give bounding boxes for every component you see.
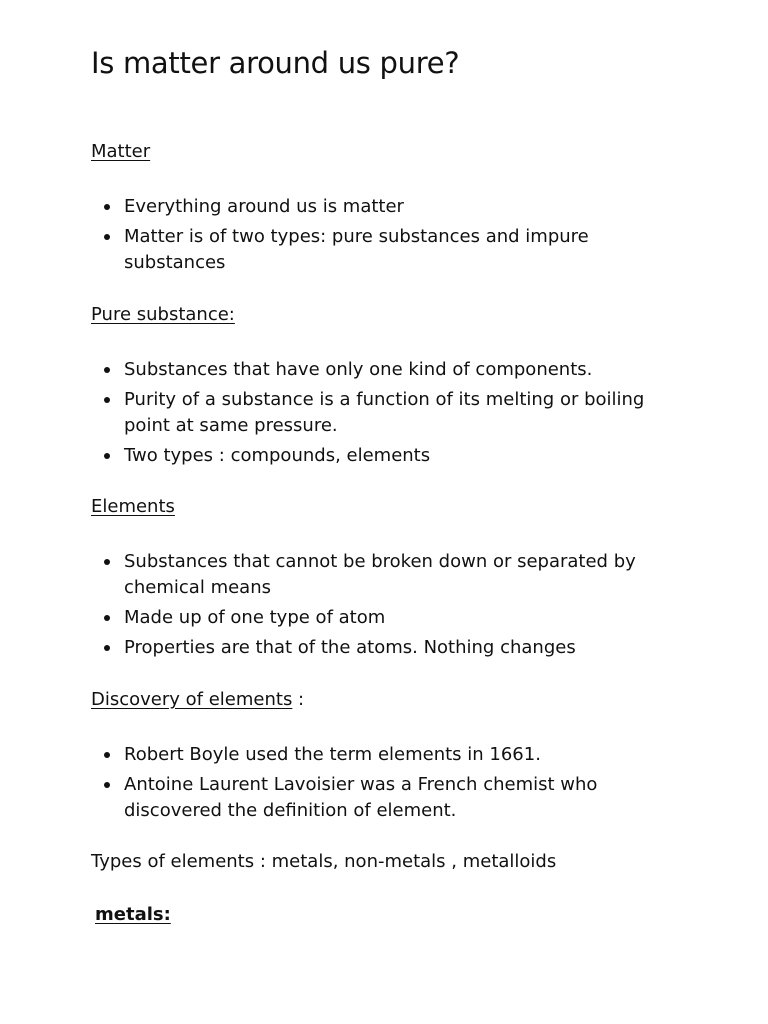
bullet-icon bbox=[104, 234, 110, 240]
list-item bbox=[91, 357, 671, 383]
pure-substance-heading-text: Pure substance: bbox=[91, 304, 235, 325]
list-item-text: Antoine Laurent Lavoisier was a French chemist who discovered the definition of element. bbox=[124, 774, 598, 821]
bullet-icon bbox=[104, 367, 110, 373]
bullet-icon bbox=[104, 645, 110, 651]
list-item bbox=[91, 742, 671, 768]
list-item bbox=[91, 224, 594, 276]
list-item-text: Made up of one type of atom bbox=[124, 607, 386, 628]
matter-list bbox=[91, 194, 671, 280]
list-item bbox=[91, 772, 671, 824]
list-item bbox=[91, 194, 671, 220]
pure-substance-heading bbox=[91, 304, 235, 325]
bullet-icon bbox=[104, 453, 110, 459]
bullet-icon bbox=[104, 752, 110, 758]
discovery-heading bbox=[91, 689, 304, 710]
list-item-text: Two types : compounds, elements bbox=[124, 445, 431, 466]
types-of-elements-line: Types of elements : metals, non-metals , metalloids bbox=[91, 851, 557, 872]
bullet-icon bbox=[104, 397, 110, 403]
list-item-text: Purity of a substance is a function of its melting or boiling point at same pressure. bbox=[124, 389, 645, 436]
list-item bbox=[91, 549, 671, 601]
bullet-icon bbox=[104, 204, 110, 210]
bullet-icon bbox=[104, 782, 110, 788]
list-item-text: Substances that cannot be broken down or separated by chemical means bbox=[124, 551, 636, 598]
list-item bbox=[91, 635, 671, 661]
list-item bbox=[91, 443, 671, 469]
bullet-icon bbox=[104, 559, 110, 565]
matter-heading-text: Matter bbox=[91, 141, 151, 162]
list-item-text: Properties are that of the atoms. Nothing changes bbox=[124, 637, 576, 658]
bullet-icon bbox=[104, 615, 110, 621]
list-item-text: Everything around us is matter bbox=[124, 196, 404, 217]
discovery-heading-text: Discovery of elements bbox=[91, 689, 293, 710]
list-item bbox=[91, 387, 671, 439]
pure-substance-list bbox=[91, 357, 671, 473]
discovery-list bbox=[91, 742, 671, 828]
elements-heading-text: Elements bbox=[91, 496, 175, 517]
list-item bbox=[91, 605, 671, 631]
list-item-text: Matter is of two types: pure substances and impure substances bbox=[124, 226, 589, 273]
discovery-heading-suffix: : bbox=[292, 689, 305, 710]
list-item-text: Robert Boyle used the term elements in 1661. bbox=[124, 744, 541, 765]
metals-heading: metals: bbox=[95, 904, 171, 925]
elements-heading bbox=[91, 496, 175, 517]
matter-heading bbox=[91, 141, 150, 162]
list-item-text: Substances that have only one kind of components. bbox=[124, 359, 593, 380]
elements-list bbox=[91, 549, 671, 665]
page-title: Is matter around us pure? bbox=[91, 46, 460, 80]
